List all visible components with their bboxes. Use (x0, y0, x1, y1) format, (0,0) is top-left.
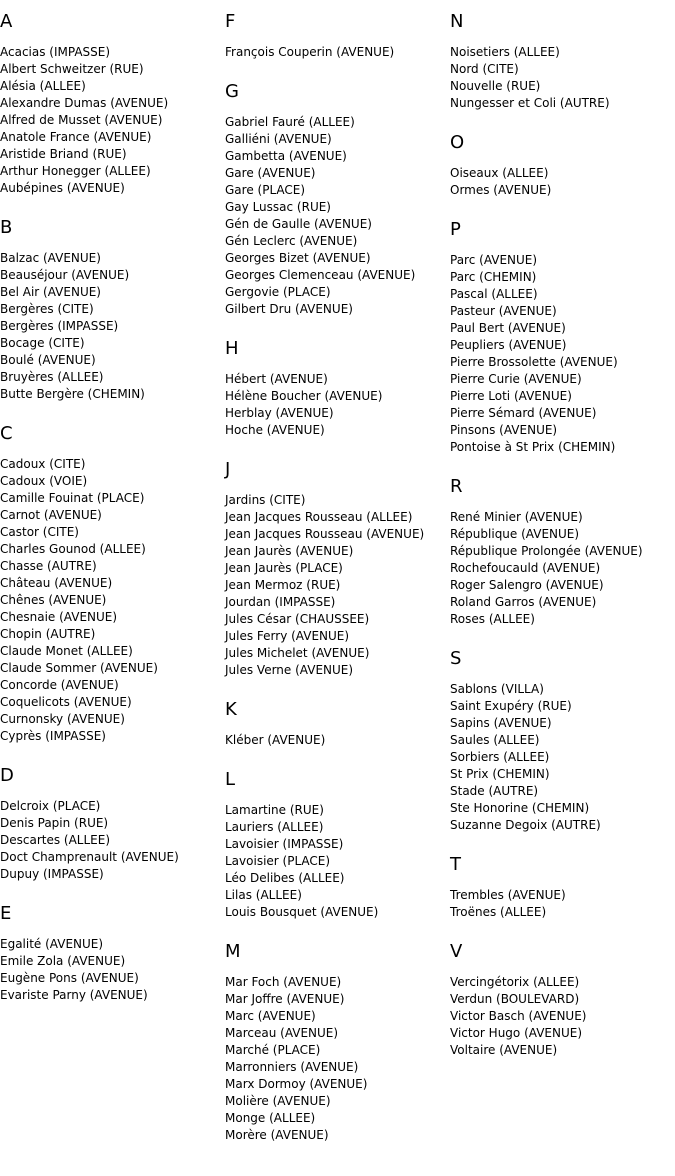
street-entry: Victor Hugo (AVENUE) (450, 1026, 583, 1040)
street-entry: Parc (CHEMIN) (450, 270, 537, 284)
street-entry: Rochefoucauld (AVENUE) (450, 561, 601, 575)
street-entry: Gergovie (PLACE) (225, 285, 331, 299)
street-entry: Curnonsky (AVENUE) (0, 712, 125, 726)
street-entry: Hébert (AVENUE) (225, 372, 328, 386)
street-entry: République (AVENUE) (450, 527, 580, 541)
street-entry: Roses (ALLEE) (450, 612, 535, 626)
street-entry: Pinsons (AVENUE) (450, 423, 558, 437)
street-entry: Château (AVENUE) (0, 576, 113, 590)
street-entry: Marx Dormoy (AVENUE) (225, 1077, 368, 1091)
street-entry: Doct Champrenault (AVENUE) (0, 850, 179, 864)
street-entry: Jean Jaurès (AVENUE) (225, 544, 354, 558)
letter-heading: R (450, 476, 463, 497)
street-entry: Sablons (VILLA) (450, 682, 544, 696)
street-entry: Jourdan (IMPASSE) (225, 595, 336, 609)
street-entry: Roger Salengro (AVENUE) (450, 578, 604, 592)
letter-section-b (0, 216, 222, 403)
street-entry: Ormes (AVENUE) (450, 183, 552, 197)
street-entry: Sapins (AVENUE) (450, 716, 552, 730)
street-entry: Alésia (ALLEE) (0, 79, 86, 93)
street-entry: Gén Leclerc (AVENUE) (225, 234, 358, 248)
letter-section-d (0, 764, 222, 883)
street-entry: Vercingétorix (ALLEE) (450, 975, 580, 989)
street-entry: Morère (AVENUE) (225, 1128, 329, 1142)
street-entry: Chasse (AUTRE) (0, 559, 97, 573)
street-entry: Emile Zola (AVENUE) (0, 954, 126, 968)
street-entry: Aristide Briand (RUE) (0, 147, 127, 161)
street-index-column-1 (0, 10, 222, 1023)
street-entry: Delcroix (PLACE) (0, 799, 101, 813)
street-entry: Noisetiers (ALLEE) (450, 45, 560, 59)
street-entry: Descartes (ALLEE) (0, 833, 111, 847)
letter-heading: P (450, 219, 461, 240)
letter-heading: D (0, 765, 14, 786)
street-entry: Jardins (CITE) (225, 493, 306, 507)
letter-section-m (225, 940, 447, 1144)
street-entry: St Prix (CHEMIN) (450, 767, 550, 781)
letter-section-j (225, 458, 447, 679)
street-entry: Jean Jacques Rousseau (AVENUE) (225, 527, 425, 541)
letter-heading: H (225, 338, 239, 359)
street-entry: Alexandre Dumas (AVENUE) (0, 96, 169, 110)
letter-heading: O (450, 132, 465, 153)
street-entry: Bruyères (ALLEE) (0, 370, 104, 384)
street-entry: Gay Lussac (RUE) (225, 200, 331, 214)
street-entry: Voltaire (AVENUE) (450, 1043, 558, 1057)
letter-heading: M (225, 941, 241, 962)
street-entry: Anatole France (AVENUE) (0, 130, 152, 144)
letter-section-n (450, 10, 675, 112)
street-entry: Balzac (AVENUE) (0, 251, 101, 265)
street-entry: Pierre Loti (AVENUE) (450, 389, 572, 403)
street-entry: Victor Basch (AVENUE) (450, 1009, 587, 1023)
street-entry: Jean Jacques Rousseau (ALLEE) (225, 510, 413, 524)
street-entry: Egalité (AVENUE) (0, 937, 104, 951)
street-entry: Aubépines (AVENUE) (0, 181, 125, 195)
street-entry: Claude Sommer (AVENUE) (0, 661, 158, 675)
street-entry: Molière (AVENUE) (225, 1094, 331, 1108)
street-entry: Lavoisier (IMPASSE) (225, 837, 344, 851)
street-entry: Jean Mermoz (RUE) (225, 578, 341, 592)
street-entry: François Couperin (AVENUE) (225, 45, 395, 59)
letter-heading: K (225, 699, 237, 720)
letter-heading: J (225, 459, 231, 480)
street-entry: Saint Exupéry (RUE) (450, 699, 572, 713)
street-entry: Eugène Pons (AVENUE) (0, 971, 139, 985)
street-entry: Pontoise à St Prix (CHEMIN) (450, 440, 616, 454)
street-entry: Evariste Parny (AVENUE) (0, 988, 148, 1002)
street-entry: Cadoux (CITE) (0, 457, 86, 471)
letter-section-h (225, 337, 447, 439)
street-entry: Ste Honorine (CHEMIN) (450, 801, 590, 815)
street-entry: Bel Air (AVENUE) (0, 285, 101, 299)
street-entry: Roland Garros (AVENUE) (450, 595, 597, 609)
street-entry: Lavoisier (PLACE) (225, 854, 331, 868)
street-entry: Bergères (CITE) (0, 302, 94, 316)
street-entry: Georges Bizet (AVENUE) (225, 251, 371, 265)
street-entry: Monge (ALLEE) (225, 1111, 316, 1125)
street-entry: Gare (AVENUE) (225, 166, 316, 180)
street-entry: Saules (ALLEE) (450, 733, 540, 747)
street-entry: Galliéni (AVENUE) (225, 132, 332, 146)
street-entry: Coquelicots (AVENUE) (0, 695, 132, 709)
street-entry: Chopin (AUTRE) (0, 627, 96, 641)
street-entry: Parc (AVENUE) (450, 253, 538, 267)
street-entry: Charles Gounod (ALLEE) (0, 542, 146, 556)
letter-section-r (450, 475, 675, 628)
street-entry: Dupuy (IMPASSE) (0, 867, 104, 881)
street-entry: Alfred de Musset (AVENUE) (0, 113, 163, 127)
street-entry: Kléber (AVENUE) (225, 733, 326, 747)
letter-heading: C (0, 423, 13, 444)
street-entry: Pierre Curie (AVENUE) (450, 372, 582, 386)
letter-section-t (450, 853, 675, 921)
street-entry: Carnot (AVENUE) (0, 508, 102, 522)
street-entry: Claude Monet (ALLEE) (0, 644, 133, 658)
street-entry: Herblay (AVENUE) (225, 406, 334, 420)
letter-section-s (450, 647, 675, 834)
street-entry: Stade (AUTRE) (450, 784, 539, 798)
street-entry: Jules Michelet (AVENUE) (225, 646, 370, 660)
street-entry: Peupliers (AVENUE) (450, 338, 567, 352)
street-entry: Jules Ferry (AVENUE) (225, 629, 350, 643)
street-entry: Marceau (AVENUE) (225, 1026, 339, 1040)
street-entry: Concorde (AVENUE) (0, 678, 119, 692)
street-entry: Marché (PLACE) (225, 1043, 321, 1057)
street-entry: René Minier (AVENUE) (450, 510, 583, 524)
street-index-column-3 (450, 10, 675, 1078)
street-entry: Oiseaux (ALLEE) (450, 166, 549, 180)
street-entry: Gare (PLACE) (225, 183, 306, 197)
street-entry: Jean Jaurès (PLACE) (225, 561, 343, 575)
street-entry: Jules César (CHAUSSEE) (225, 612, 370, 626)
street-entry: Trembles (AVENUE) (450, 888, 566, 902)
letter-section-e (0, 902, 222, 1004)
street-entry: Cyprès (IMPASSE) (0, 729, 106, 743)
street-entry: Lamartine (RUE) (225, 803, 324, 817)
street-entry: République Prolongée (AVENUE) (450, 544, 643, 558)
street-entry: Arthur Honegger (ALLEE) (0, 164, 151, 178)
letter-heading: N (450, 11, 464, 32)
street-entry: Mar Foch (AVENUE) (225, 975, 342, 989)
letter-heading: A (0, 11, 13, 32)
street-entry: Nungesser et Coli (AUTRE) (450, 96, 610, 110)
letter-heading: L (225, 769, 236, 790)
street-entry: Nord (CITE) (450, 62, 519, 76)
street-entry: Chesnaie (AVENUE) (0, 610, 118, 624)
street-entry: Castor (CITE) (0, 525, 79, 539)
letter-section-l (225, 768, 447, 921)
street-entry: Cadoux (VOIE) (0, 474, 88, 488)
street-entry: Georges Clemenceau (AVENUE) (225, 268, 416, 282)
street-entry: Léo Delibes (ALLEE) (225, 871, 345, 885)
letter-heading: S (450, 648, 462, 669)
street-entry: Nouvelle (RUE) (450, 79, 541, 93)
street-entry: Boulé (AVENUE) (0, 353, 96, 367)
letter-heading: G (225, 81, 239, 102)
street-entry: Albert Schweitzer (RUE) (0, 62, 144, 76)
letter-heading: E (0, 903, 12, 924)
street-entry: Chênes (AVENUE) (0, 593, 107, 607)
letter-heading: T (450, 854, 461, 875)
street-entry: Beauséjour (AVENUE) (0, 268, 130, 282)
street-entry: Louis Bousquet (AVENUE) (225, 905, 379, 919)
street-entry: Pierre Sémard (AVENUE) (450, 406, 597, 420)
letter-section-a (0, 10, 222, 197)
street-entry: Gilbert Dru (AVENUE) (225, 302, 353, 316)
street-entry: Mar Joffre (AVENUE) (225, 992, 345, 1006)
street-entry: Pierre Brossolette (AVENUE) (450, 355, 618, 369)
street-entry: Pascal (ALLEE) (450, 287, 538, 301)
letter-section-g (225, 80, 447, 318)
street-index-column-2 (225, 10, 447, 1163)
street-entry: Marronniers (AVENUE) (225, 1060, 359, 1074)
street-entry: Lilas (ALLEE) (225, 888, 302, 902)
letter-heading: B (0, 217, 13, 238)
street-entry: Troënes (ALLEE) (450, 905, 547, 919)
letter-section-f (225, 10, 447, 61)
street-entry: Pasteur (AVENUE) (450, 304, 557, 318)
street-entry: Sorbiers (ALLEE) (450, 750, 550, 764)
letter-section-p (450, 218, 675, 456)
street-entry: Hélène Boucher (AVENUE) (225, 389, 383, 403)
letter-heading: V (450, 941, 463, 962)
street-entry: Acacias (IMPASSE) (0, 45, 111, 59)
street-entry: Bocage (CITE) (0, 336, 85, 350)
street-entry: Camille Fouinat (PLACE) (0, 491, 145, 505)
street-entry: Gabriel Fauré (ALLEE) (225, 115, 355, 129)
street-entry: Bergères (IMPASSE) (0, 319, 119, 333)
street-entry: Verdun (BOULEVARD) (450, 992, 580, 1006)
street-entry: Suzanne Degoix (AUTRE) (450, 818, 601, 832)
street-entry: Butte Bergère (CHEMIN) (0, 387, 145, 401)
street-entry: Jules Verne (AVENUE) (225, 663, 354, 677)
street-entry: Gambetta (AVENUE) (225, 149, 347, 163)
street-entry: Marc (AVENUE) (225, 1009, 316, 1023)
street-entry: Hoche (AVENUE) (225, 423, 325, 437)
street-entry: Lauriers (ALLEE) (225, 820, 324, 834)
street-entry: Paul Bert (AVENUE) (450, 321, 566, 335)
letter-section-k (225, 698, 447, 749)
street-entry: Denis Papin (RUE) (0, 816, 109, 830)
letter-section-c (0, 422, 222, 745)
letter-section-o (450, 131, 675, 199)
letter-heading: F (225, 11, 236, 32)
street-entry: Gén de Gaulle (AVENUE) (225, 217, 372, 231)
letter-section-v (450, 940, 675, 1059)
